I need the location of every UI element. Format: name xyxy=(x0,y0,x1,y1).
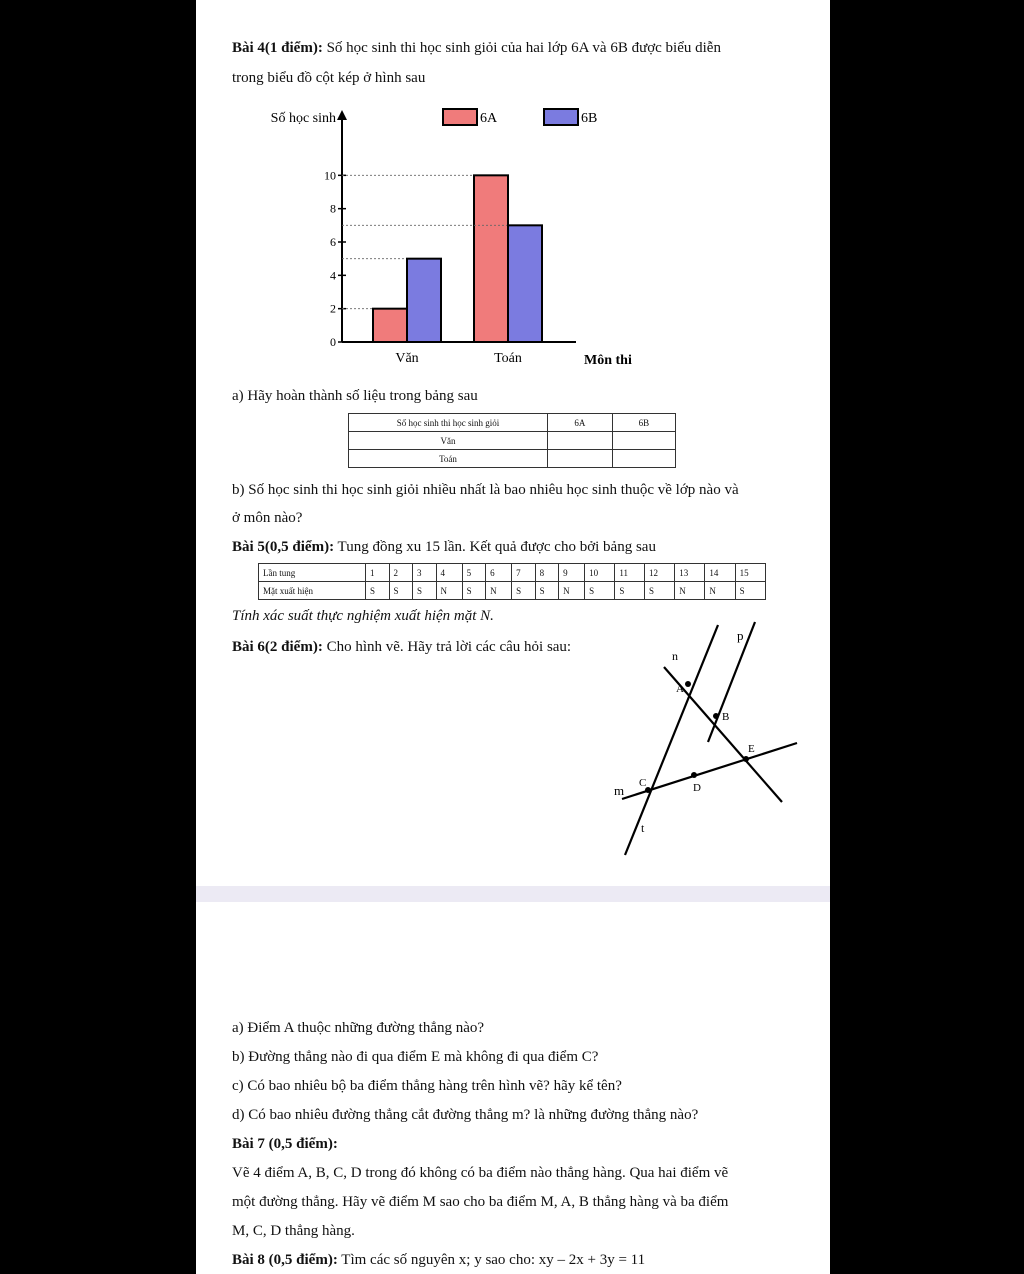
row-label: Mặt xuất hiện xyxy=(259,582,366,600)
table-header-cell: 6B xyxy=(612,414,675,432)
result-cell: S xyxy=(366,582,390,600)
y-tick-label: 6 xyxy=(330,235,336,249)
bai7-line2: một đường thẳng. Hãy vẽ điểm M sao cho ba điểm M, A, B thẳng hàng và ba điểm xyxy=(232,1194,729,1210)
y-tick-label: 8 xyxy=(330,201,336,216)
legend-swatch-6B xyxy=(544,109,578,125)
table-cell xyxy=(548,432,613,450)
coin-table xyxy=(258,563,766,600)
bai4-text1: Số học sinh thi học sinh giỏi của hai lớp 6A và 6B được biểu diễn xyxy=(322,40,721,56)
result-cell: N xyxy=(559,582,585,600)
table-row xyxy=(349,432,676,450)
label-C: C xyxy=(639,777,647,789)
result-cell: N xyxy=(675,582,705,600)
x-category-label: Toán xyxy=(494,351,522,366)
bar-6A-1 xyxy=(474,175,508,342)
bar-6A-0 xyxy=(373,309,407,342)
label-A: A xyxy=(676,683,684,695)
bai7-line1: Vẽ 4 điểm A, B, C, D trong đó không có ba điểm nào thẳng hàng. Qua hai điểm vẽ xyxy=(232,1165,729,1181)
table-cell: Văn xyxy=(349,432,548,450)
result-cell: S xyxy=(389,582,413,600)
page-separator xyxy=(196,886,830,902)
bai4-question-b1: b) Số học sinh thi học sinh giỏi nhiều nhất là bao nhiêu học sinh thuộc về lớp nào và xyxy=(232,482,739,498)
bar-6B-0 xyxy=(407,259,441,342)
result-cell: N xyxy=(486,582,512,600)
table-row xyxy=(259,564,766,582)
y-tick-label: 4 xyxy=(330,268,336,283)
point-D xyxy=(691,772,697,778)
bai4-question-a: a) Hãy hoàn thành số liệu trong bảng sau xyxy=(232,388,478,404)
table-cell xyxy=(612,450,675,468)
throw-number-cell: 6 xyxy=(486,564,512,582)
point-B xyxy=(713,713,719,719)
bai4-text2: trong biểu đồ cột kép ở hình sau xyxy=(232,70,426,86)
result-cell: S xyxy=(535,582,559,600)
throw-number-cell: 15 xyxy=(735,564,765,582)
label-n: n xyxy=(672,649,678,663)
label-E: E xyxy=(748,743,755,755)
result-cell: S xyxy=(645,582,675,600)
throw-number-cell: 8 xyxy=(535,564,559,582)
bai4-title: Bài 4(1 điểm): xyxy=(232,40,323,56)
bar-6B-1 xyxy=(508,225,542,342)
table-cell xyxy=(612,432,675,450)
bai7-title: Bài 7 (0,5 điểm): xyxy=(232,1136,338,1152)
table-header-cell: 6A xyxy=(548,414,613,432)
table-header-cell: Số học sinh thi học sinh giỏi xyxy=(349,414,548,432)
throw-number-cell: 5 xyxy=(462,564,486,582)
label-m: m xyxy=(614,783,625,798)
legend-label-6B: 6B xyxy=(581,111,598,126)
table-cell xyxy=(548,450,613,468)
bai6-question-a: a) Điểm A thuộc những đường thẳng nào? xyxy=(232,1020,485,1036)
bai6-question-b: b) Đường thẳng nào đi qua điểm E mà không đi qua điểm C? xyxy=(232,1049,599,1065)
throw-number-cell: 11 xyxy=(615,564,645,582)
y-axis-label: Số học sinh xyxy=(270,111,336,126)
bai6-text: Cho hình vẽ. Hãy trả lời các câu hỏi sau: xyxy=(322,639,572,655)
bai8-title: Bài 8 (0,5 điểm): xyxy=(232,1252,338,1268)
result-cell: N xyxy=(436,582,462,600)
bai5-question: Tính xác suất thực nghiệm xuất hiện mặt N. xyxy=(232,608,494,624)
throw-number-cell: 12 xyxy=(645,564,675,582)
bai5-text: Tung đồng xu 15 lần. Kết quả được cho bởi bảng sau xyxy=(334,539,656,555)
label-p: p xyxy=(737,628,744,643)
x-category-label: Văn xyxy=(395,351,419,366)
geometry-figure xyxy=(600,615,810,860)
bai6-question-c: c) Có bao nhiêu bộ ba điểm thẳng hàng trên hình vẽ? hãy kể tên? xyxy=(232,1078,622,1094)
table-row xyxy=(349,414,676,432)
bai5-line xyxy=(232,537,656,557)
label-B: B xyxy=(722,711,730,723)
label-D: D xyxy=(693,782,701,794)
throw-number-cell: 4 xyxy=(436,564,462,582)
x-axis-label: Môn thi xyxy=(584,353,632,368)
y-tick-label: 10 xyxy=(324,168,336,183)
point-E xyxy=(743,756,749,762)
bai8-text: Tìm các số nguyên x; y sao cho: xy – 2x + 3y = 11 xyxy=(337,1252,646,1268)
row-label: Lần tung xyxy=(259,564,366,582)
throw-number-cell: 3 xyxy=(413,564,437,582)
legend-label-6A: 6A xyxy=(480,111,498,126)
throw-number-cell: 9 xyxy=(559,564,585,582)
throw-number-cell: 2 xyxy=(389,564,413,582)
throw-number-cell: 13 xyxy=(675,564,705,582)
bai6-question-d: d) Có bao nhiêu đường thẳng cắt đường thẳng m? là những đường thẳng nào? xyxy=(232,1107,699,1123)
bai4-table xyxy=(348,413,676,468)
result-cell: S xyxy=(585,582,615,600)
y-axis-arrow xyxy=(337,110,347,120)
y-tick-label: 0 xyxy=(330,335,336,349)
point-A xyxy=(685,681,691,687)
result-cell: S xyxy=(512,582,536,600)
bai8-line xyxy=(232,1250,645,1270)
throw-number-cell: 7 xyxy=(512,564,536,582)
table-cell: Toán xyxy=(349,450,548,468)
label-t: t xyxy=(641,821,645,835)
bai4-line1 xyxy=(232,38,721,58)
bai7-line3: M, C, D thẳng hàng. xyxy=(232,1223,355,1239)
double-bar-chart xyxy=(246,100,646,375)
result-cell: S xyxy=(413,582,437,600)
bai6-line xyxy=(232,637,571,657)
throw-number-cell: 14 xyxy=(705,564,735,582)
y-tick-label: 2 xyxy=(330,301,336,316)
throw-number-cell: 10 xyxy=(585,564,615,582)
result-cell: S xyxy=(615,582,645,600)
table-row xyxy=(349,450,676,468)
result-cell: S xyxy=(735,582,765,600)
bai5-title: Bài 5(0,5 điểm): xyxy=(232,539,335,555)
result-cell: N xyxy=(705,582,735,600)
throw-number-cell: 1 xyxy=(366,564,390,582)
result-cell: S xyxy=(462,582,486,600)
legend-swatch-6A xyxy=(443,109,477,125)
table-row xyxy=(259,582,766,600)
bai6-title: Bài 6(2 điểm): xyxy=(232,639,323,655)
bai4-question-b2: ở môn nào? xyxy=(232,510,303,526)
